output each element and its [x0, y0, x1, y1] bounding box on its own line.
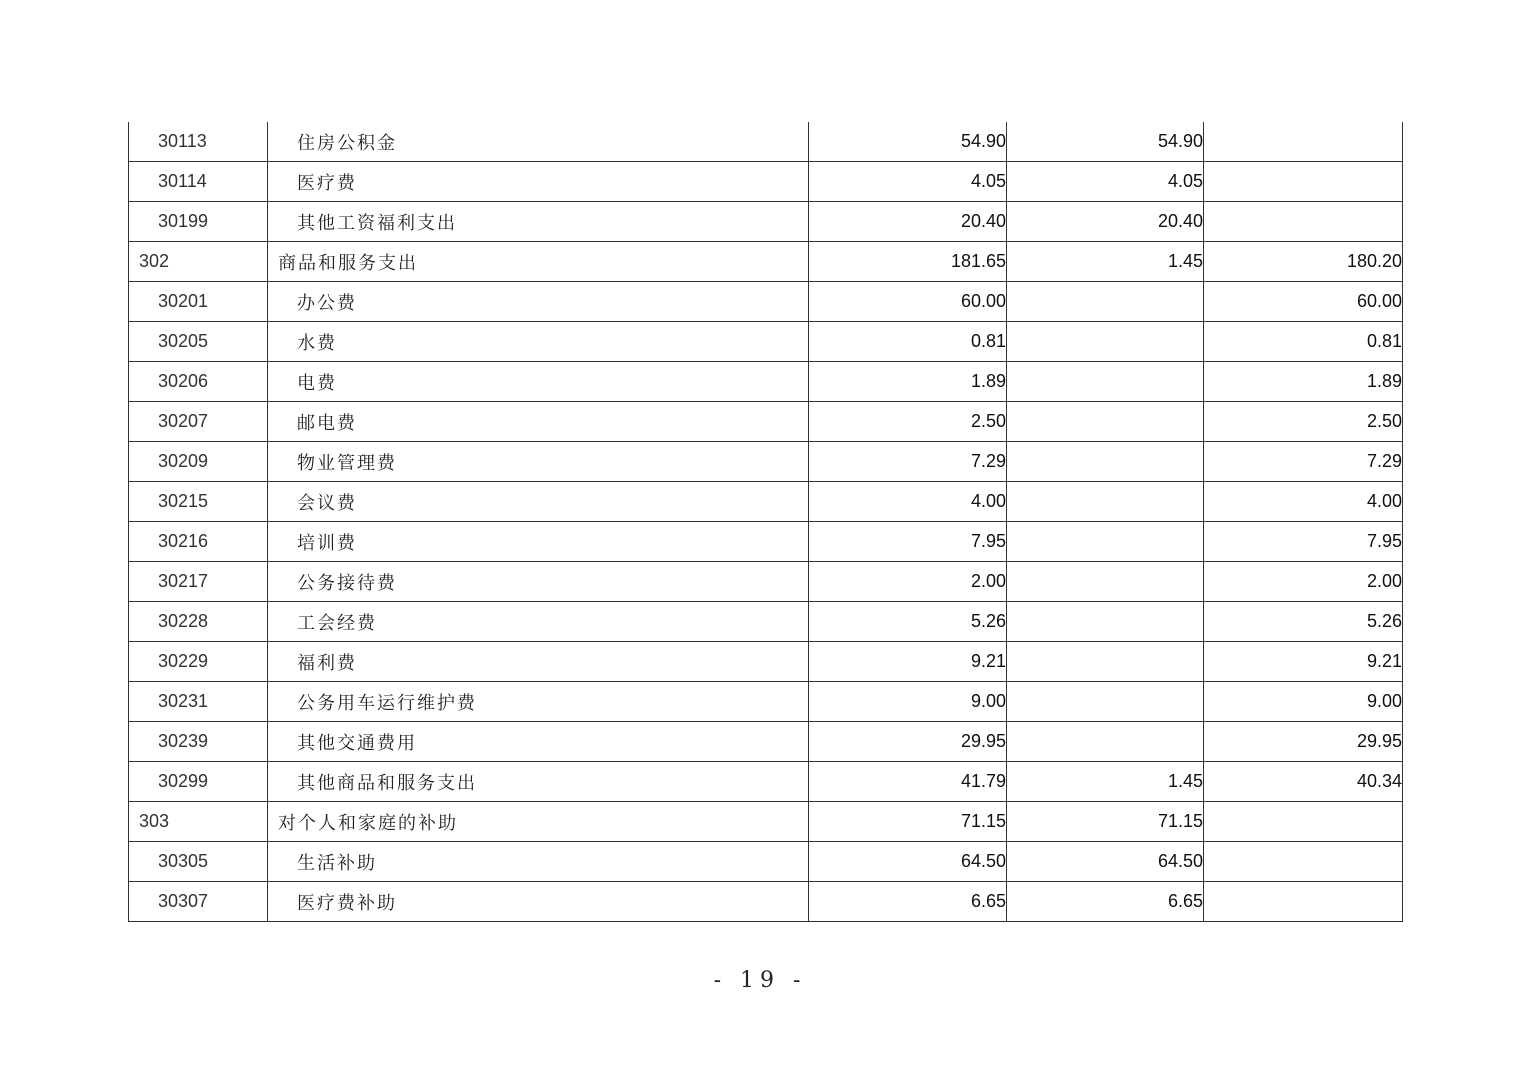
basic-expenditure-cell [1007, 362, 1204, 402]
project-expenditure-cell: 1.89 [1204, 362, 1403, 402]
economic-code-cell: 30239 [129, 722, 268, 762]
item-name-cell: 办公费 [268, 282, 809, 322]
table-row [129, 642, 1403, 682]
basic-expenditure-cell [1007, 642, 1204, 682]
basic-expenditure-cell: 20.40 [1007, 202, 1204, 242]
basic-expenditure-cell: 1.45 [1007, 762, 1204, 802]
project-expenditure-cell: 0.81 [1204, 322, 1403, 362]
project-expenditure-cell [1204, 882, 1403, 922]
item-name-cell: 生活补助 [268, 842, 809, 882]
total-amount-cell: 9.00 [809, 682, 1007, 722]
table-row [129, 362, 1403, 402]
table-row [129, 682, 1403, 722]
table-row [129, 562, 1403, 602]
total-amount-cell: 20.40 [809, 202, 1007, 242]
basic-expenditure-cell [1007, 482, 1204, 522]
project-expenditure-cell: 5.26 [1204, 602, 1403, 642]
basic-expenditure-cell: 54.90 [1007, 122, 1204, 162]
economic-code-cell: 30307 [129, 882, 268, 922]
basic-expenditure-cell [1007, 602, 1204, 642]
table-body [129, 122, 1403, 922]
table-row [129, 242, 1403, 282]
economic-code-cell: 30201 [129, 282, 268, 322]
item-name-cell: 水费 [268, 322, 809, 362]
basic-expenditure-cell [1007, 562, 1204, 602]
basic-expenditure-cell: 64.50 [1007, 842, 1204, 882]
project-expenditure-cell: 40.34 [1204, 762, 1403, 802]
basic-expenditure-cell [1007, 442, 1204, 482]
project-expenditure-cell: 4.00 [1204, 482, 1403, 522]
table-row [129, 322, 1403, 362]
project-expenditure-cell: 7.95 [1204, 522, 1403, 562]
item-name-cell: 培训费 [268, 522, 809, 562]
project-expenditure-cell [1204, 162, 1403, 202]
economic-code-cell: 30305 [129, 842, 268, 882]
item-name-cell: 物业管理费 [268, 442, 809, 482]
table-row [129, 842, 1403, 882]
total-amount-cell: 4.00 [809, 482, 1007, 522]
economic-code-cell: 30114 [129, 162, 268, 202]
total-amount-cell: 41.79 [809, 762, 1007, 802]
total-amount-cell: 0.81 [809, 322, 1007, 362]
basic-expenditure-cell [1007, 322, 1204, 362]
economic-code-cell: 30209 [129, 442, 268, 482]
economic-code-cell: 30217 [129, 562, 268, 602]
item-name-cell: 公务用车运行维护费 [268, 682, 809, 722]
basic-expenditure-cell [1007, 682, 1204, 722]
total-amount-cell: 2.50 [809, 402, 1007, 442]
basic-expenditure-cell: 1.45 [1007, 242, 1204, 282]
project-expenditure-cell: 2.00 [1204, 562, 1403, 602]
total-amount-cell: 6.65 [809, 882, 1007, 922]
table-row [129, 722, 1403, 762]
economic-code-cell: 30207 [129, 402, 268, 442]
item-name-cell: 会议费 [268, 482, 809, 522]
economic-code-cell: 30216 [129, 522, 268, 562]
total-amount-cell: 60.00 [809, 282, 1007, 322]
basic-expenditure-cell [1007, 282, 1204, 322]
economic-code-cell: 30215 [129, 482, 268, 522]
basic-expenditure-cell [1007, 522, 1204, 562]
item-name-cell: 医疗费补助 [268, 882, 809, 922]
economic-code-cell: 30206 [129, 362, 268, 402]
total-amount-cell: 2.00 [809, 562, 1007, 602]
basic-expenditure-cell [1007, 402, 1204, 442]
total-amount-cell: 5.26 [809, 602, 1007, 642]
table-row [129, 162, 1403, 202]
basic-expenditure-cell: 4.05 [1007, 162, 1204, 202]
project-expenditure-cell: 180.20 [1204, 242, 1403, 282]
basic-expenditure-cell [1007, 722, 1204, 762]
table-row [129, 282, 1403, 322]
total-amount-cell: 9.21 [809, 642, 1007, 682]
project-expenditure-cell [1204, 202, 1403, 242]
table-row [129, 482, 1403, 522]
economic-code-cell: 302 [129, 242, 268, 282]
basic-expenditure-cell: 6.65 [1007, 882, 1204, 922]
project-expenditure-cell [1204, 122, 1403, 162]
item-name-cell: 医疗费 [268, 162, 809, 202]
economic-code-cell: 30231 [129, 682, 268, 722]
table-row [129, 402, 1403, 442]
project-expenditure-cell: 60.00 [1204, 282, 1403, 322]
economic-code-cell: 30228 [129, 602, 268, 642]
item-name-cell: 商品和服务支出 [268, 242, 809, 282]
item-name-cell: 公务接待费 [268, 562, 809, 602]
basic-expenditure-cell: 71.15 [1007, 802, 1204, 842]
table-row [129, 802, 1403, 842]
total-amount-cell: 54.90 [809, 122, 1007, 162]
total-amount-cell: 64.50 [809, 842, 1007, 882]
project-expenditure-cell [1204, 842, 1403, 882]
total-amount-cell: 1.89 [809, 362, 1007, 402]
total-amount-cell: 71.15 [809, 802, 1007, 842]
project-expenditure-cell: 2.50 [1204, 402, 1403, 442]
project-expenditure-cell: 9.21 [1204, 642, 1403, 682]
total-amount-cell: 4.05 [809, 162, 1007, 202]
table-row [129, 202, 1403, 242]
economic-code-cell: 303 [129, 802, 268, 842]
economic-code-cell: 30229 [129, 642, 268, 682]
table-row [129, 602, 1403, 642]
project-expenditure-cell: 29.95 [1204, 722, 1403, 762]
project-expenditure-cell: 9.00 [1204, 682, 1403, 722]
economic-code-cell: 30205 [129, 322, 268, 362]
budget-expenditure-table [128, 122, 1403, 922]
item-name-cell: 电费 [268, 362, 809, 402]
item-name-cell: 其他交通费用 [268, 722, 809, 762]
page-number: - 19 - [713, 968, 807, 993]
economic-code-cell: 30299 [129, 762, 268, 802]
table-row [129, 442, 1403, 482]
total-amount-cell: 29.95 [809, 722, 1007, 762]
table-row [129, 762, 1403, 802]
total-amount-cell: 7.95 [809, 522, 1007, 562]
table-row [129, 882, 1403, 922]
project-expenditure-cell: 7.29 [1204, 442, 1403, 482]
economic-code-cell: 30113 [129, 122, 268, 162]
item-name-cell: 邮电费 [268, 402, 809, 442]
item-name-cell: 工会经费 [268, 602, 809, 642]
item-name-cell: 其他商品和服务支出 [268, 762, 809, 802]
table-row [129, 122, 1403, 162]
total-amount-cell: 181.65 [809, 242, 1007, 282]
budget-table-container [128, 122, 1402, 922]
item-name-cell: 其他工资福利支出 [268, 202, 809, 242]
project-expenditure-cell [1204, 802, 1403, 842]
item-name-cell: 住房公积金 [268, 122, 809, 162]
total-amount-cell: 7.29 [809, 442, 1007, 482]
item-name-cell: 福利费 [268, 642, 809, 682]
table-row [129, 522, 1403, 562]
economic-code-cell: 30199 [129, 202, 268, 242]
item-name-cell: 对个人和家庭的补助 [268, 802, 809, 842]
